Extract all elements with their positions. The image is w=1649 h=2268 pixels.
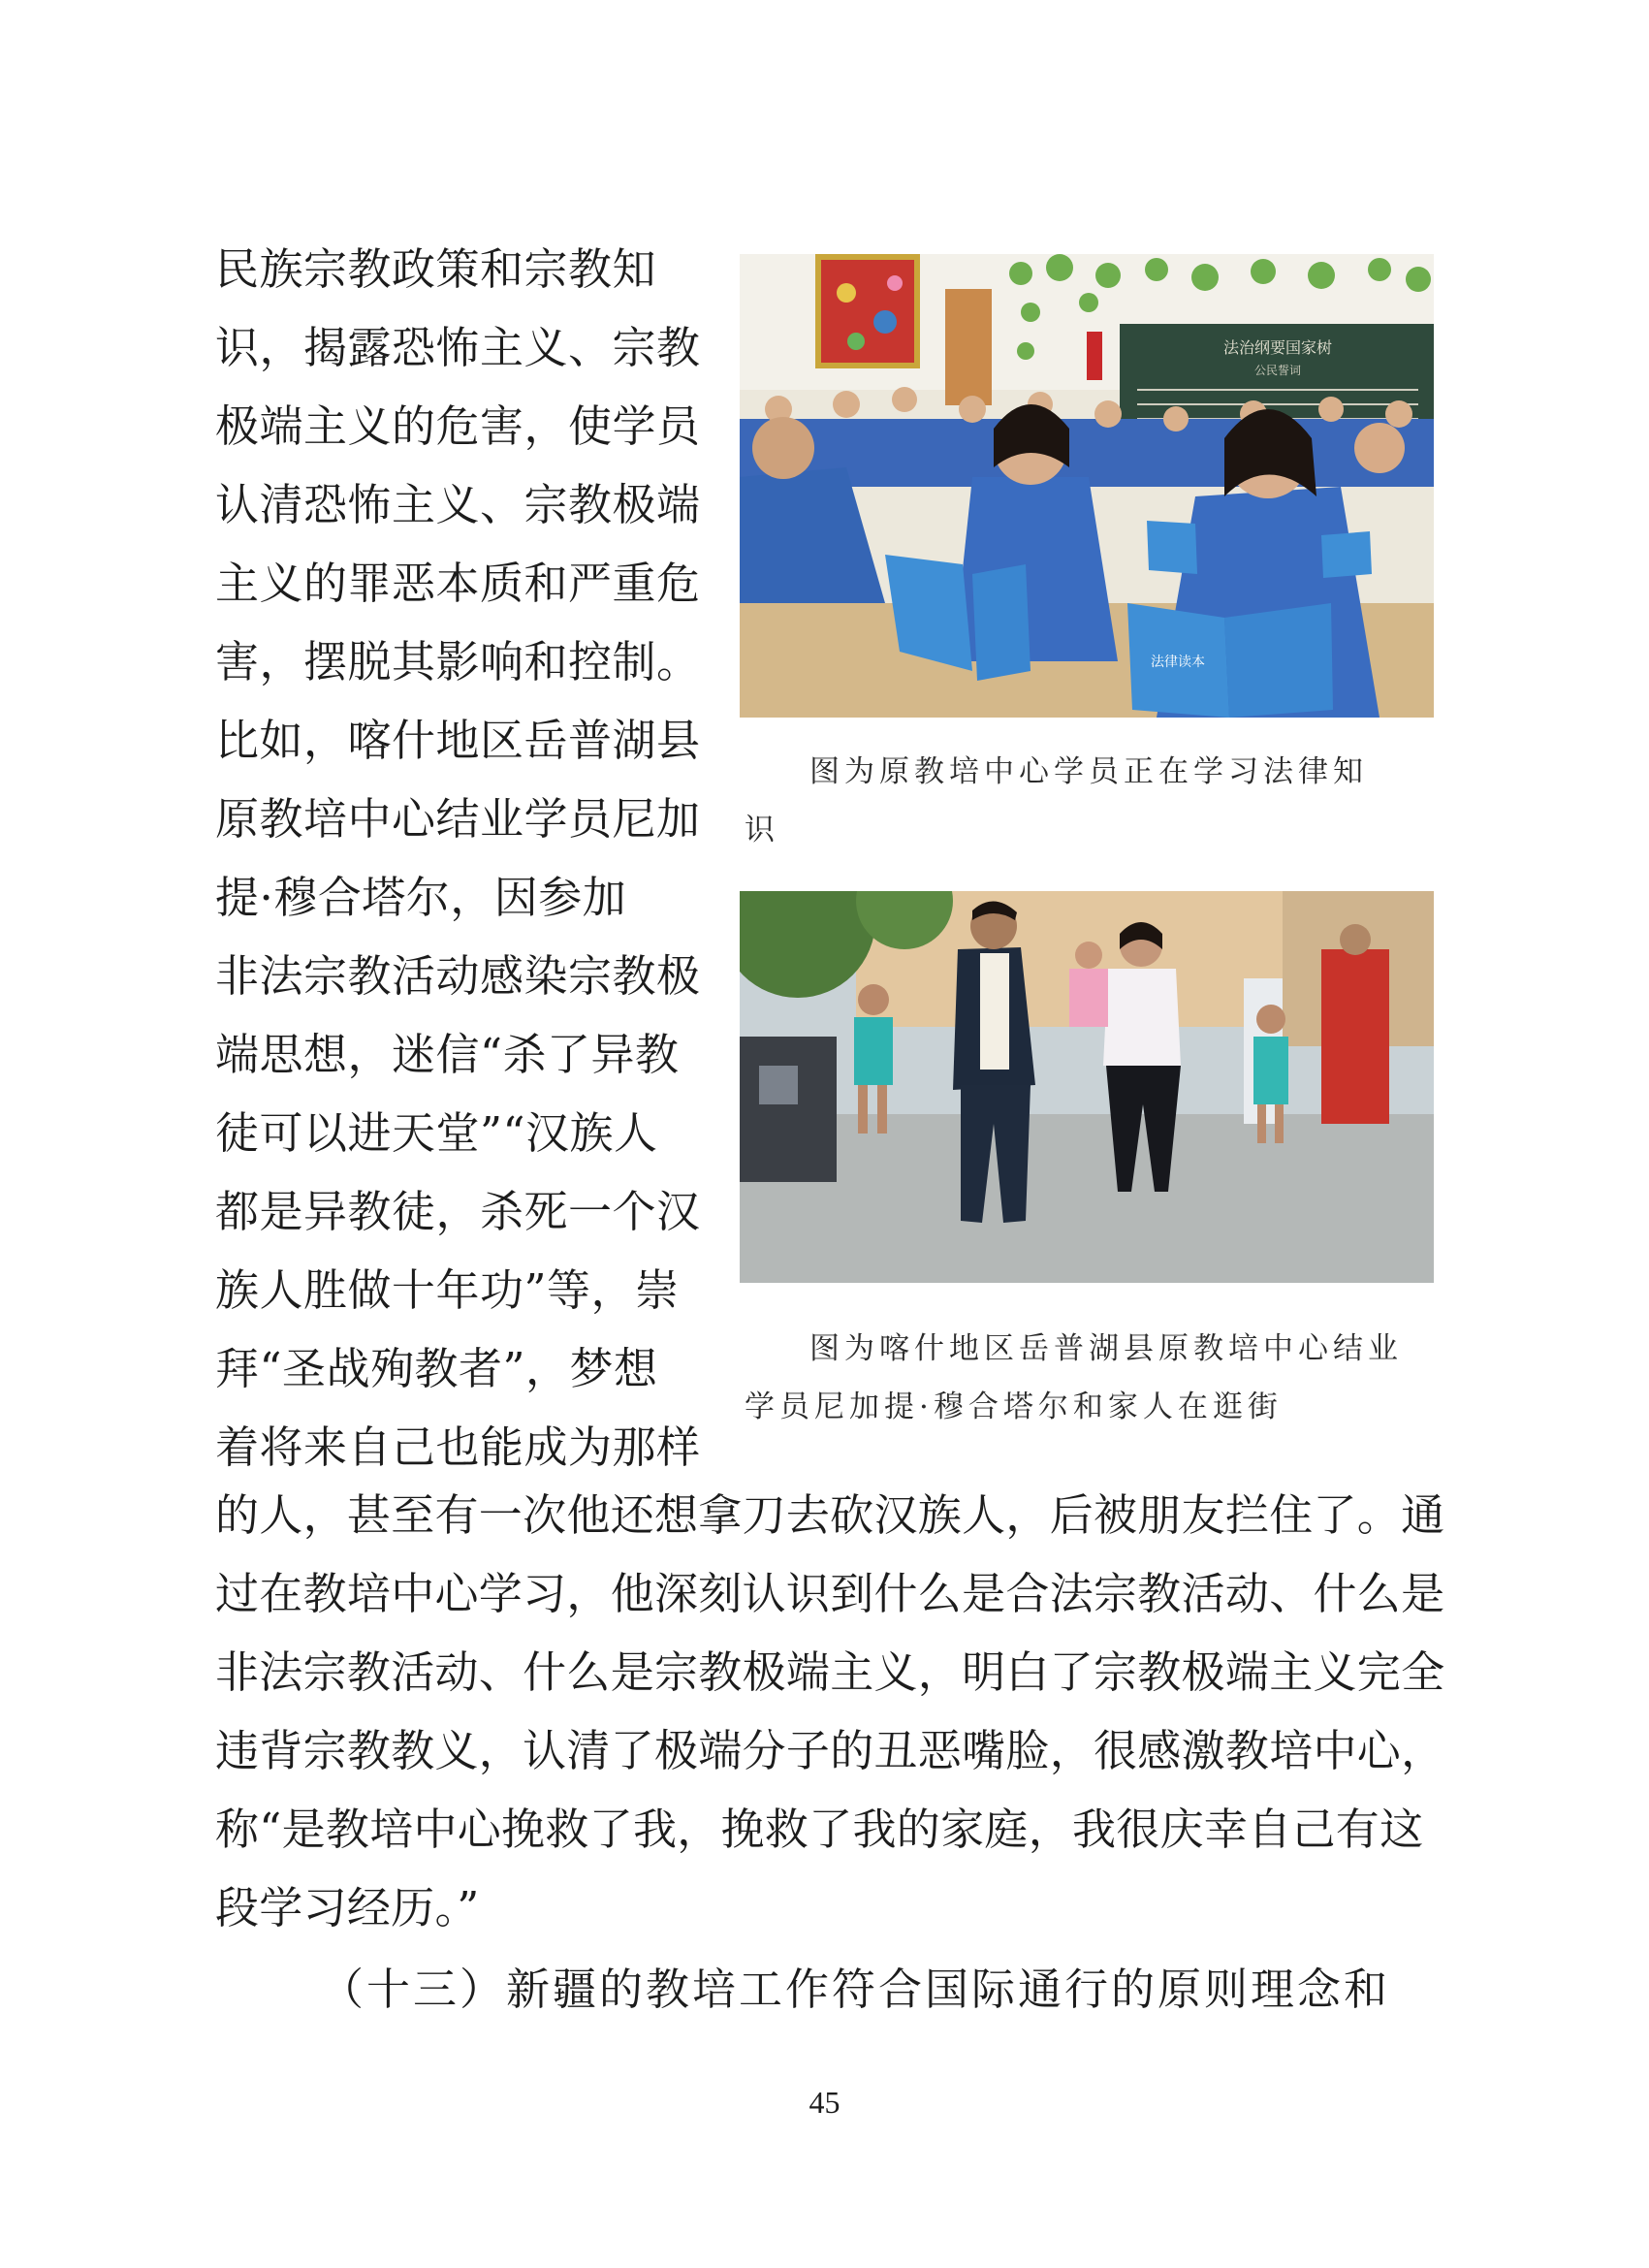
text-line: 着将来自己也能成为那样 — [215, 1421, 701, 1473]
text-line: 非法宗教活动感染宗教极 — [215, 950, 701, 1002]
left-column-text — [215, 240, 705, 1497]
photo1-caption-line1: 图为原教培中心学员正在学习法律知 — [809, 754, 1368, 789]
text-line: 段学习经历。” — [215, 1882, 480, 1933]
section-heading: （十三）新疆的教培工作符合国际通行的原则理念和 — [320, 1964, 1391, 2015]
text-line: 徒可以进天堂”“汉族人 — [215, 1107, 658, 1159]
text-line: 主义的罪恶本质和严重危 — [215, 558, 701, 609]
text-line: 极端主义的危害，使学员 — [215, 400, 701, 452]
text-line: 民族宗教政策和宗教知 — [215, 243, 657, 295]
classroom-photo-illustration — [740, 254, 1434, 718]
blackboard-title: 法治纲要国家树 — [1222, 338, 1333, 357]
text-line: 称“是教培中心挽救了我，挽救了我的家庭，我很庆幸自己有这 — [215, 1804, 1424, 1855]
text-line: 族人胜做十年功”等，崇 — [215, 1264, 680, 1316]
family-photo-illustration — [740, 891, 1434, 1283]
blackboard-subtitle: 公民誓词 — [1253, 364, 1302, 377]
text-line: 都是异教徒，杀死一个汉 — [215, 1186, 701, 1237]
text-line: 原教培中心结业学员尼加 — [215, 793, 701, 845]
photo1-caption-line2: 识 — [745, 813, 779, 847]
text-line: 认清恐怖主义、宗教极端 — [215, 479, 701, 530]
text-line: 比如，喀什地区岳普湖县 — [215, 715, 701, 766]
family-photo — [740, 891, 1434, 1283]
text-line: 害，摆脱其影响和控制。 — [215, 636, 701, 687]
photo2-caption-line1: 图为喀什地区岳普湖县原教培中心结业 — [809, 1331, 1403, 1366]
text-line: 提·穆合塔尔，因参加 — [215, 872, 627, 923]
text-line: 端思想，迷信“杀了异教 — [215, 1029, 680, 1080]
full-width-paragraph — [215, 1486, 1445, 1958]
text-line: 识，揭露恐怖主义、宗教 — [215, 322, 701, 373]
text-line: 违背宗教教义，认清了极端分子的丑恶嘴脸，很感激教培中心， — [215, 1725, 1445, 1776]
book-title: 法律读本 — [1151, 655, 1205, 670]
classroom-photo — [740, 254, 1434, 718]
page-number: 45 — [809, 2085, 840, 2120]
text-line: 过在教培中心学习，他深刻认识到什么是合法宗教活动、什么是 — [215, 1568, 1445, 1619]
text-line: 的人，甚至有一次他还想拿刀去砍汉族人，后被朋友拦住了。通 — [215, 1489, 1445, 1541]
text-line: 非法宗教活动、什么是宗教极端主义，明白了宗教极端主义完全 — [215, 1646, 1445, 1698]
text-line: 拜“圣战殉教者”，梦想 — [215, 1343, 658, 1394]
photo2-caption-line2: 学员尼加提·穆合塔尔和家人在逛街 — [745, 1390, 1283, 1424]
